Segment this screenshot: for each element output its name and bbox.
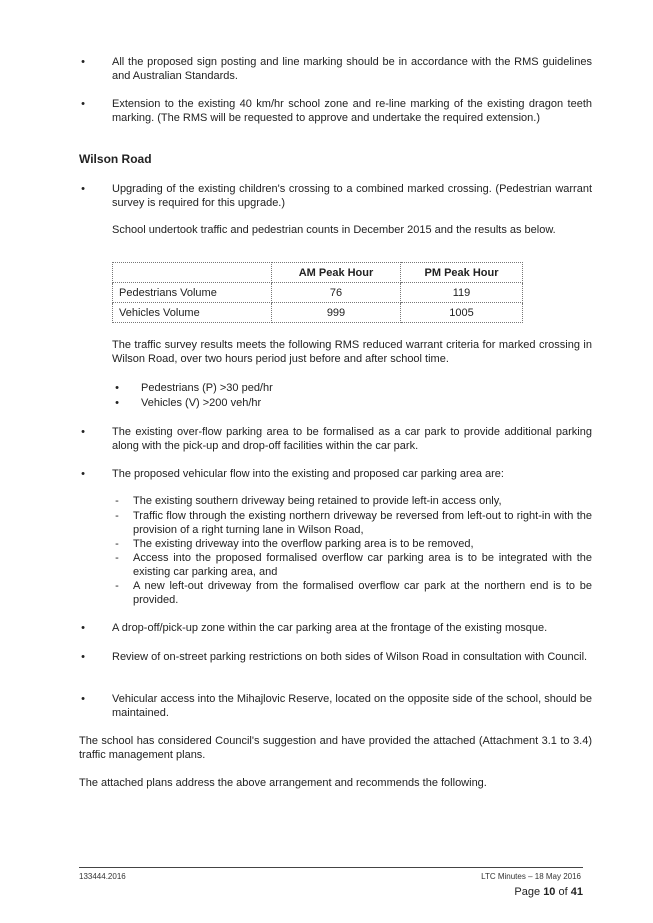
dash-icon: - [115,552,119,564]
flow-bullet-text: The proposed vehicular flow into the existing and proposed car parking area are: [112,468,504,480]
footer-minutes: LTC Minutes – 18 May 2016 [481,872,581,881]
survey-result: The traffic survey results meets the following RMS reduced warrant criteria for marked crossing in Wilson Road, over two hours period just before and after school time. [112,339,592,365]
page-current: 10 [543,886,556,898]
section-heading: Wilson Road [79,152,152,166]
dropoff-bullet-text: A drop-off/pick-up zone within the car parking area at the frontage of the existing mosque. [112,622,548,634]
bullet-icon: • [81,183,85,195]
flow-item: The existing southern driveway being retained to provide left-in access only, [133,495,502,507]
page-of-label: of [558,886,568,898]
table-cell: 76 [272,283,401,303]
table-cell: Vehicles Volume [113,303,272,323]
bullet-icon: • [81,56,85,68]
bullet-icon: • [81,622,85,634]
access-bullet-text: Vehicular access into the Mihajlovic Reserve, located on the opposite side of the school, should be maintained. [112,693,592,719]
page-total: 41 [570,886,583,898]
closing-paragraph: The attached plans address the above arrangement and recommends the following. [79,777,487,789]
page-number [514,885,583,899]
bullet-text-school-zone: Extension to the existing 40 km/hr school zone and re-line marking of the existing dragon teeth marking. (The RMS will be requested to approve and undertake the required extension.) [112,98,592,124]
footer-divider [79,867,583,868]
dash-icon: - [115,510,119,522]
table-cell: Pedestrians Volume [113,283,272,303]
bullet-icon: • [115,397,119,409]
bullet-icon: • [115,382,119,394]
flow-item: Traffic flow through the existing northern driveway be reversed from left-out to right-in with the provision of a right turning lane in Wilson Road, [133,510,592,536]
flow-item: The existing driveway into the overflow parking area is to be removed, [133,538,474,550]
volume-table [112,262,523,323]
overflow-bullet-text: The existing over-flow parking area to be formalised as a car park to provide additional parking along with the pick-up and drop-off facilities within the car park. [112,426,592,452]
bullet-icon: • [81,426,85,438]
table-cell: 1005 [401,303,523,323]
table-cell: 119 [401,283,523,303]
flow-item: Access into the proposed formalised overflow car parking area is to be integrated with the existing car parking area, and [133,552,592,578]
table-header-cell: AM Peak Hour [272,263,401,283]
bullet-icon: • [81,651,85,663]
dash-icon: - [115,538,119,550]
page-label: Page [514,886,541,898]
table-cell: 999 [272,303,401,323]
table-header-cell: PM Peak Hour [401,263,523,283]
table-row [113,283,523,303]
review-bullet-text: Review of on-street parking restrictions on both sides of Wilson Road in consultation with Council. [112,651,588,663]
closing-paragraph: The school has considered Council's suggestion and have provided the attached (Attachment 3.1 to 3.4) traffic management plans. [79,735,592,761]
bullet-icon: • [81,468,85,480]
bullet-icon: • [81,693,85,705]
table-header-row [113,263,523,283]
dash-icon: - [115,580,119,592]
survey-intro: School undertook traffic and pedestrian counts in December 2015 and the results as below. [112,224,556,236]
table-header-cell [113,263,272,283]
flow-item: A new left-out driveway from the formalised overflow car park at the northern end is to be provided. [133,580,592,606]
footer-doc-ref: 133444.2016 [79,872,126,881]
criteria-item: Pedestrians (P) >30 ped/hr [141,382,273,394]
table-row [113,303,523,323]
bullet-text-sign-posting: All the proposed sign posting and line marking should be in accordance with the RMS guidelines and Australian Standards. [112,56,592,82]
criteria-item: Vehicles (V) >200 veh/hr [141,397,262,409]
crossing-bullet-text: Upgrading of the existing children's crossing to a combined marked crossing. (Pedestrian warrant survey is required for this upgrade.) [112,183,592,209]
bullet-icon: • [81,98,85,110]
dash-icon: - [115,495,119,507]
